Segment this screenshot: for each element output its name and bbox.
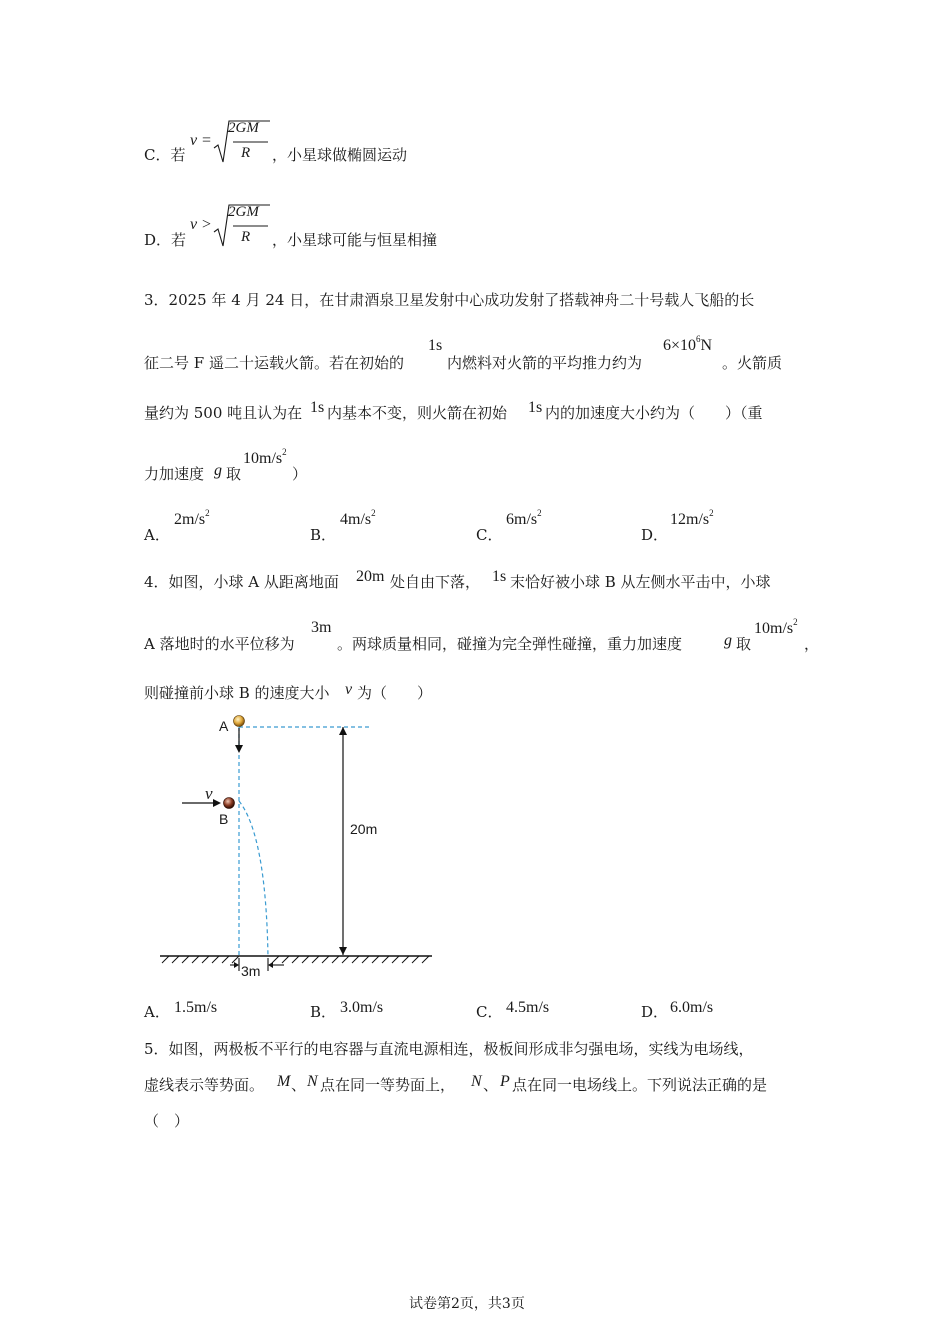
q4-line-2c: 取 — [736, 635, 752, 653]
q3-force-base: 6×10 — [663, 337, 697, 354]
q4-g-value-exp: 2 — [793, 617, 798, 627]
q5-n-2: N — [471, 1073, 482, 1090]
q3-g: g — [214, 462, 222, 479]
q4-line-2a: A 落地时的水平位移为 — [144, 635, 295, 653]
q4-v: v — [345, 681, 353, 698]
q3-line-4b: 取 — [226, 465, 242, 483]
q3-option-c-value — [506, 508, 542, 529]
q3-option-a-value-text: 2m/s — [174, 511, 206, 528]
q3-option-c-label: C． — [476, 526, 503, 544]
q4-line-1b: 处自由下落， — [390, 573, 481, 591]
q5-p: P — [500, 1073, 510, 1090]
q3-option-b-exp: 2 — [371, 508, 376, 518]
q5-line-2b: 点在同一等势面上， — [320, 1076, 456, 1094]
q3-option-d-value — [670, 508, 714, 529]
q3-time-1: 1s — [428, 337, 443, 354]
q2-d-rel: > — [202, 216, 212, 233]
fig-label-disp: 3m — [241, 963, 261, 979]
q3-g-value-text: 10m/s — [243, 450, 283, 467]
q4-displacement: 3m — [311, 619, 332, 636]
ground-hatching — [162, 956, 429, 963]
q2-d-numerator: 2GM — [228, 204, 259, 220]
q3-g-value — [243, 447, 287, 468]
q2-d-suffix: ，小星球可能与恒星相撞 — [272, 231, 438, 249]
q3-force — [663, 334, 713, 355]
q2-c-numerator: 2GM — [228, 120, 259, 136]
q5-sep-2: 、 — [483, 1076, 499, 1094]
q4-option-b-value: 3.0m/s — [340, 999, 384, 1016]
q4-option-d-label: D． — [641, 1003, 669, 1021]
q3-option-d-label: D． — [641, 526, 669, 544]
q3-line-2c: 。火箭质 — [722, 354, 783, 372]
q3-line-4c: ） — [292, 465, 308, 483]
q3-line-2a: 征二号 F 遥二十运载火箭。若在初始的 — [144, 354, 404, 372]
q3-line-3b: 内基本不变，则火箭在初始 — [327, 404, 508, 422]
q3-line-4a: 力加速度 — [144, 465, 205, 483]
q5-line-2c: 点在同一电场线上。下列说法正确的是 — [512, 1076, 768, 1094]
q4-time: 1s — [492, 568, 507, 585]
q5-line-3: （ ） — [144, 1112, 190, 1130]
page-footer: 试卷第2页，共3页 — [409, 1296, 525, 1312]
q3-time-3: 1s — [528, 399, 543, 416]
q3-option-d-exp: 2 — [709, 508, 714, 518]
disp-left-arrow-icon — [234, 962, 239, 968]
q4-figure — [150, 705, 450, 990]
q4-g-value — [754, 617, 798, 638]
q2-d-denominator: R — [241, 229, 251, 245]
q3-option-c-value-text: 6m/s — [506, 511, 538, 528]
q4-option-d-value: 6.0m/s — [670, 999, 714, 1016]
fig-label-a: A — [219, 718, 229, 734]
q3-option-b-value-text: 4m/s — [340, 511, 372, 528]
q4-line-1a: 4．如图，小球 A 从距离地面 — [144, 573, 339, 591]
q4-option-c-label: C． — [476, 1003, 503, 1021]
q3-option-a-exp: 2 — [205, 508, 210, 518]
q5-n: N — [307, 1073, 318, 1090]
q4-g: g — [724, 632, 732, 649]
q4-line-2b: 。两球质量相同，碰撞为完全弹性碰撞，重力加速度 — [337, 635, 683, 653]
q3-line-3c: 内的加速度大小约为（ ）（重 — [545, 404, 763, 422]
q3-time-2: 1s — [310, 399, 325, 416]
q3-line-2b: 内燃料对火箭的平均推力约为 — [447, 354, 643, 372]
ball-a-icon — [234, 716, 245, 727]
q3-force-unit: N — [700, 337, 713, 354]
disp-right-arrow-icon — [268, 962, 273, 968]
q2-d-v: v — [190, 216, 198, 233]
q2-c-suffix: ，小星球做椭圆运动 — [272, 146, 408, 164]
q3-option-a-value — [174, 508, 210, 529]
q3-option-a-label: A． — [144, 526, 170, 544]
q3-option-b-value — [340, 508, 376, 529]
q2-d-prefix: D．若 — [144, 231, 187, 249]
q2-c-rel: = — [202, 132, 212, 149]
q2-c-denominator: R — [241, 145, 251, 161]
q4-option-a-label: A． — [144, 1003, 170, 1021]
q2-c-prefix: C．若 — [144, 146, 186, 164]
q3-line-3a: 量约为 500 吨且认为在 — [144, 404, 303, 422]
q3-option-c-exp: 2 — [537, 508, 542, 518]
trajectory-dashed-curve — [239, 801, 268, 957]
q2-c-v: v — [190, 132, 198, 149]
q4-height: 20m — [356, 568, 385, 585]
fig-label-b: B — [219, 811, 229, 827]
ball-b-icon — [224, 798, 235, 809]
q3-g-value-exp: 2 — [282, 447, 287, 457]
q4-line-1c: 末恰好被小球 B 从左侧水平击中，小球 — [510, 573, 771, 591]
q4-option-b-label: B． — [310, 1003, 337, 1021]
q4-line-3a: 则碰撞前小球 B 的速度大小 — [144, 684, 330, 702]
q3-line-1: 3．2025 年 4 月 24 日，在甘肃酒泉卫星发射中心成功发射了搭载神舟二十号载人飞船的长 — [144, 291, 755, 309]
q3-option-d-value-text: 12m/s — [670, 511, 710, 528]
q4-g-value-text: 10m/s — [754, 620, 794, 637]
q3-option-b-label: B． — [310, 526, 337, 544]
q4-line-3b: 为（ ） — [357, 684, 433, 702]
q4-option-c-value: 4.5m/s — [506, 999, 550, 1016]
q4-line-2d: ， — [804, 635, 820, 653]
q5-line-1: 5．如图，两极板不平行的电容器与直流电源相连，极板间形成非匀强电场，实线为电场线， — [144, 1040, 754, 1058]
q5-line-2a: 虚线表示等势面。 — [144, 1076, 265, 1094]
fig-label-height: 20m — [350, 821, 378, 837]
q3-force-exp: 6 — [696, 334, 701, 344]
fig-label-v: v — [205, 784, 213, 803]
q5-sep-1: 、 — [291, 1076, 307, 1094]
q4-option-a-value: 1.5m/s — [174, 999, 218, 1016]
q5-m: M — [277, 1073, 291, 1090]
